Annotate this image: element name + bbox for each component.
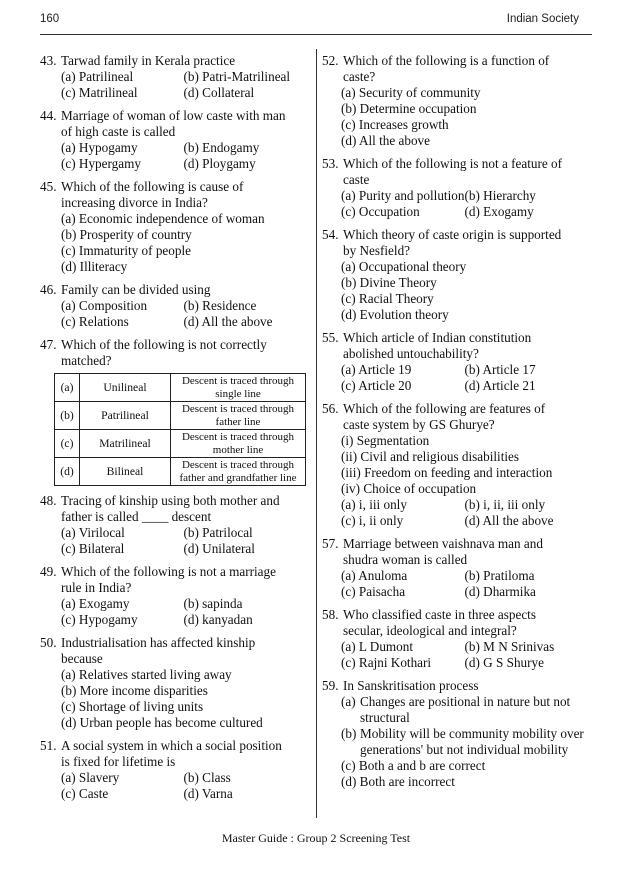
answer-options bbox=[341, 639, 588, 671]
question-text-line: Who classified caste in three aspects bbox=[343, 607, 536, 622]
answer-option: (d) All the above bbox=[464, 513, 554, 528]
answer-option: (c) Shortage of living units bbox=[61, 699, 204, 714]
question-number: 43. bbox=[40, 53, 57, 68]
answer-option: (c) Racial Theory bbox=[341, 291, 434, 306]
answer-options bbox=[341, 433, 588, 529]
answer-options bbox=[61, 211, 306, 275]
book-title: Indian Society bbox=[506, 13, 579, 25]
match-description: Descent is traced through father line bbox=[171, 402, 306, 430]
question-text bbox=[61, 493, 306, 525]
question-item bbox=[322, 227, 588, 323]
question-text bbox=[61, 179, 306, 211]
answer-option: (d) Urban people has become cultured bbox=[61, 715, 263, 730]
answer-option: (c) Relations bbox=[61, 314, 129, 329]
question-text bbox=[61, 564, 306, 596]
answer-option: (c) Rajni Kothari bbox=[341, 655, 432, 670]
answer-option: (d) Evolution theory bbox=[341, 307, 449, 322]
question-text-line: abolished untouchability? bbox=[343, 346, 479, 361]
match-description: Descent is traced through single line bbox=[171, 374, 306, 402]
question-header bbox=[322, 53, 588, 85]
answer-option-row bbox=[341, 584, 588, 600]
column-divider bbox=[316, 49, 317, 818]
answer-options bbox=[341, 188, 588, 220]
answer-option-row bbox=[61, 770, 306, 786]
answer-option-row bbox=[61, 541, 306, 557]
question-text bbox=[343, 536, 588, 568]
question-text bbox=[61, 53, 306, 69]
answer-option-row bbox=[61, 69, 306, 85]
question-text-line: In Sanskritisation process bbox=[343, 678, 479, 693]
answer-option-row bbox=[61, 298, 306, 314]
match-term: Unilineal bbox=[80, 374, 171, 402]
answer-options bbox=[341, 362, 588, 394]
answer-option: (b) Hierarchy bbox=[464, 188, 536, 203]
answer-option: (a) Slavery bbox=[61, 770, 120, 785]
question-text-line: caste bbox=[343, 172, 370, 187]
answer-option: (iii) Freedom on feeding and interaction bbox=[341, 465, 553, 480]
answer-option-label: (b) bbox=[341, 726, 357, 741]
answer-option: (d) Illiteracy bbox=[61, 259, 128, 274]
question-text-line: Which of the following is not a marriage bbox=[61, 564, 276, 579]
answer-option: (a) Purity and pollution bbox=[341, 188, 465, 203]
match-label: (d) bbox=[55, 458, 80, 486]
answer-option-row bbox=[61, 525, 306, 541]
answer-option-row bbox=[341, 568, 588, 584]
answer-option-row bbox=[61, 156, 306, 172]
question-text-line: because bbox=[61, 651, 103, 666]
answer-option: (a) Occupational theory bbox=[341, 259, 467, 274]
answer-option-label: (a) bbox=[341, 694, 356, 709]
question-header bbox=[40, 738, 306, 770]
question-text-line: of high caste is called bbox=[61, 124, 176, 139]
answer-option: (ii) Civil and religious disabilities bbox=[341, 449, 520, 464]
answer-options bbox=[61, 596, 306, 628]
answer-option: (b) Patri-Matrilineal bbox=[183, 69, 291, 84]
answer-option: (c) i, ii only bbox=[341, 513, 404, 528]
question-header bbox=[322, 678, 588, 694]
question-item bbox=[40, 179, 306, 275]
question-text bbox=[343, 401, 588, 433]
answer-option: (b) Prosperity of country bbox=[61, 227, 192, 242]
answer-option-row bbox=[341, 497, 588, 513]
header-rule bbox=[40, 34, 592, 35]
question-item bbox=[40, 282, 306, 330]
question-text-line: Which of the following is cause of bbox=[61, 179, 244, 194]
answer-option-row bbox=[61, 786, 306, 802]
answer-option: (c) Increases growth bbox=[341, 117, 449, 132]
answer-option bbox=[341, 694, 588, 726]
question-item bbox=[322, 53, 588, 149]
match-term: Bilineal bbox=[80, 458, 171, 486]
question-item bbox=[40, 108, 306, 172]
question-text-line: Which article of Indian constitution bbox=[343, 330, 532, 345]
question-number: 51. bbox=[40, 738, 57, 753]
answer-option-row bbox=[341, 655, 588, 671]
answer-options bbox=[341, 694, 588, 790]
match-table bbox=[54, 373, 306, 486]
answer-option: (d) Exogamy bbox=[464, 204, 534, 219]
question-item bbox=[40, 738, 306, 802]
question-item bbox=[322, 536, 588, 600]
answer-option: (b) More income disparities bbox=[61, 683, 208, 698]
question-item bbox=[322, 330, 588, 394]
answer-option-row bbox=[61, 85, 306, 101]
question-text-line: Which of the following is a function of bbox=[343, 53, 550, 68]
question-number: 58. bbox=[322, 607, 339, 622]
question-text-line: father is called ____ descent bbox=[61, 509, 212, 524]
answer-option: (d) Both are incorrect bbox=[341, 774, 455, 789]
answer-option: (a) Anuloma bbox=[341, 568, 408, 583]
question-number: 55. bbox=[322, 330, 339, 345]
answer-option-row bbox=[341, 639, 588, 655]
answer-option: (a) Patrilineal bbox=[61, 69, 134, 84]
answer-option: (c) Bilateral bbox=[61, 541, 125, 556]
question-text bbox=[343, 53, 588, 85]
answer-option-row bbox=[341, 204, 588, 220]
answer-option-text: Changes are positional in nature but not structural bbox=[360, 694, 571, 725]
question-header bbox=[322, 401, 588, 433]
question-header bbox=[322, 227, 588, 259]
answer-option: (c) Both a and b are correct bbox=[341, 758, 486, 773]
match-row bbox=[55, 430, 306, 458]
question-text-line: increasing divorce in India? bbox=[61, 195, 208, 210]
answer-options bbox=[61, 525, 306, 557]
question-text-line: is fixed for lifetime is bbox=[61, 754, 176, 769]
question-number: 44. bbox=[40, 108, 57, 123]
question-text-line: matched? bbox=[61, 353, 112, 368]
answer-option: (d) All the above bbox=[183, 314, 273, 329]
answer-options bbox=[61, 667, 306, 731]
answer-options bbox=[61, 298, 306, 330]
answer-option: (c) Immaturity of people bbox=[61, 243, 191, 258]
question-text-line: by Nesfield? bbox=[343, 243, 411, 258]
match-description: Descent is traced through father and grandfather line bbox=[171, 458, 306, 486]
answer-options bbox=[61, 770, 306, 802]
answer-option: (b) Pratiloma bbox=[464, 568, 535, 583]
question-text bbox=[343, 227, 588, 259]
question-text bbox=[61, 282, 306, 298]
right-column bbox=[322, 53, 588, 797]
question-number: 50. bbox=[40, 635, 57, 650]
answer-option: (d) G S Shurye bbox=[464, 655, 544, 670]
page-footer: Master Guide : Group 2 Screening Test bbox=[221, 831, 411, 845]
question-header bbox=[40, 493, 306, 525]
question-number: 48. bbox=[40, 493, 57, 508]
question-text-line: Tarwad family in Kerala practice bbox=[61, 53, 236, 68]
question-header bbox=[322, 536, 588, 568]
question-text-line: caste system by GS Ghurye? bbox=[343, 417, 495, 432]
answer-option: (b) Class bbox=[183, 770, 231, 785]
answer-option-row bbox=[341, 188, 588, 204]
answer-option: (iv) Choice of occupation bbox=[341, 481, 477, 496]
question-number: 54. bbox=[322, 227, 339, 242]
answer-option: (a) i, iii only bbox=[341, 497, 407, 512]
answer-option: (d) kanyadan bbox=[183, 612, 253, 627]
answer-option: (a) Economic independence of woman bbox=[61, 211, 265, 226]
question-header bbox=[40, 282, 306, 298]
answer-option: (b) M N Srinivas bbox=[464, 639, 555, 654]
answer-option: (b) Patrilocal bbox=[183, 525, 253, 540]
question-text-line: caste? bbox=[343, 69, 376, 84]
question-number: 49. bbox=[40, 564, 57, 579]
question-text bbox=[343, 330, 588, 362]
question-text bbox=[343, 607, 588, 639]
answer-options bbox=[341, 259, 588, 323]
question-text-line: Which of the following is not correctly bbox=[61, 337, 267, 352]
answer-option: (d) Varna bbox=[183, 786, 233, 801]
answer-option: (a) Article 19 bbox=[341, 362, 412, 377]
match-term: Matrilineal bbox=[80, 430, 171, 458]
left-column bbox=[40, 53, 306, 809]
question-item bbox=[40, 337, 306, 486]
match-row bbox=[55, 374, 306, 402]
answer-option: (c) Matrilineal bbox=[61, 85, 138, 100]
question-header bbox=[40, 564, 306, 596]
answer-option: (a) Hypogamy bbox=[61, 140, 138, 155]
question-text-line: A social system in which a social position bbox=[61, 738, 282, 753]
answer-option-row bbox=[61, 612, 306, 628]
answer-option: (b) Article 17 bbox=[464, 362, 536, 377]
question-item bbox=[40, 493, 306, 557]
question-text bbox=[343, 678, 588, 694]
question-item bbox=[322, 678, 588, 790]
answer-option: (b) Determine occupation bbox=[341, 101, 477, 116]
question-text-line: Which of the following is not a feature of bbox=[343, 156, 562, 171]
answer-option: (a) L Dumont bbox=[341, 639, 414, 654]
question-header bbox=[322, 156, 588, 188]
question-text-line: Marriage of woman of low caste with man bbox=[61, 108, 286, 123]
question-item bbox=[322, 401, 588, 529]
question-number: 52. bbox=[322, 53, 339, 68]
answer-option-row bbox=[341, 362, 588, 378]
match-description: Descent is traced through mother line bbox=[171, 430, 306, 458]
answer-option: (c) Caste bbox=[61, 786, 109, 801]
question-number: 47. bbox=[40, 337, 57, 352]
answer-option: (b) i, ii, iii only bbox=[464, 497, 546, 512]
answer-options bbox=[341, 568, 588, 600]
answer-option-row bbox=[341, 378, 588, 394]
answer-option: (b) sapinda bbox=[183, 596, 243, 611]
question-item bbox=[40, 635, 306, 731]
question-number: 59. bbox=[322, 678, 339, 693]
answer-option-row bbox=[61, 140, 306, 156]
answer-option: (b) Divine Theory bbox=[341, 275, 437, 290]
question-text-line: rule in India? bbox=[61, 580, 132, 595]
question-number: 46. bbox=[40, 282, 57, 297]
question-header bbox=[40, 635, 306, 667]
question-text-line: Which theory of caste origin is supported bbox=[343, 227, 562, 242]
match-label: (b) bbox=[55, 402, 80, 430]
match-term: Patrilineal bbox=[80, 402, 171, 430]
answer-option-row bbox=[61, 596, 306, 612]
question-header bbox=[40, 337, 306, 369]
question-text bbox=[61, 738, 306, 770]
question-item bbox=[40, 53, 306, 101]
question-number: 56. bbox=[322, 401, 339, 416]
question-header bbox=[322, 607, 588, 639]
question-text-line: secular, ideological and integral? bbox=[343, 623, 517, 638]
answer-option: (c) Paisacha bbox=[341, 584, 406, 599]
question-number: 57. bbox=[322, 536, 339, 551]
page-number: 160 bbox=[40, 13, 60, 25]
answer-option: (i) Segmentation bbox=[341, 433, 430, 448]
question-text-line: Industrialisation has affected kinship bbox=[61, 635, 256, 650]
answer-option: (a) Relatives started living away bbox=[61, 667, 232, 682]
question-text bbox=[343, 156, 588, 188]
answer-options bbox=[61, 140, 306, 172]
answer-option: (a) Composition bbox=[61, 298, 148, 313]
answer-option: (d) Collateral bbox=[183, 85, 255, 100]
answer-option: (c) Occupation bbox=[341, 204, 420, 219]
answer-option: (c) Article 20 bbox=[341, 378, 412, 393]
question-text-line: Family can be divided using bbox=[61, 282, 211, 297]
question-text-line: Tracing of kinship using both mother and bbox=[61, 493, 280, 508]
question-text-line: Which of the following are features of bbox=[343, 401, 546, 416]
answer-option: (a) Exogamy bbox=[61, 596, 130, 611]
answer-option: (c) Hypergamy bbox=[61, 156, 141, 171]
question-number: 45. bbox=[40, 179, 57, 194]
question-item bbox=[322, 607, 588, 671]
question-text bbox=[61, 635, 306, 667]
answer-option-row bbox=[341, 513, 588, 529]
match-label: (a) bbox=[55, 374, 80, 402]
question-text-line: Marriage between vaishnava man and bbox=[343, 536, 543, 551]
question-text bbox=[61, 108, 306, 140]
answer-option-text: Mobility will be community mobility over generations' but not individual mobility bbox=[360, 726, 584, 757]
answer-option: (a) Security of community bbox=[341, 85, 481, 100]
answer-options bbox=[341, 85, 588, 149]
match-label: (c) bbox=[55, 430, 80, 458]
answer-option: (d) Dharmika bbox=[464, 584, 536, 599]
answer-option: (b) Residence bbox=[183, 298, 257, 313]
question-item bbox=[40, 564, 306, 628]
question-header bbox=[322, 330, 588, 362]
answer-option-row bbox=[61, 314, 306, 330]
question-header bbox=[40, 53, 306, 69]
question-item bbox=[322, 156, 588, 220]
question-text bbox=[61, 337, 306, 369]
answer-option: (c) Hypogamy bbox=[61, 612, 138, 627]
answer-option: (b) Endogamy bbox=[183, 140, 260, 155]
answer-option: (d) Ploygamy bbox=[183, 156, 256, 171]
question-header bbox=[40, 108, 306, 140]
answer-option bbox=[341, 726, 588, 758]
question-text-line: shudra woman is called bbox=[343, 552, 468, 567]
answer-option: (d) Article 21 bbox=[464, 378, 536, 393]
match-row bbox=[55, 402, 306, 430]
answer-options bbox=[61, 69, 306, 101]
answer-option: (a) Virilocal bbox=[61, 525, 125, 540]
question-header bbox=[40, 179, 306, 211]
answer-option: (d) Unilateral bbox=[183, 541, 255, 556]
answer-option: (d) All the above bbox=[341, 133, 430, 148]
match-row bbox=[55, 458, 306, 486]
question-number: 53. bbox=[322, 156, 339, 171]
